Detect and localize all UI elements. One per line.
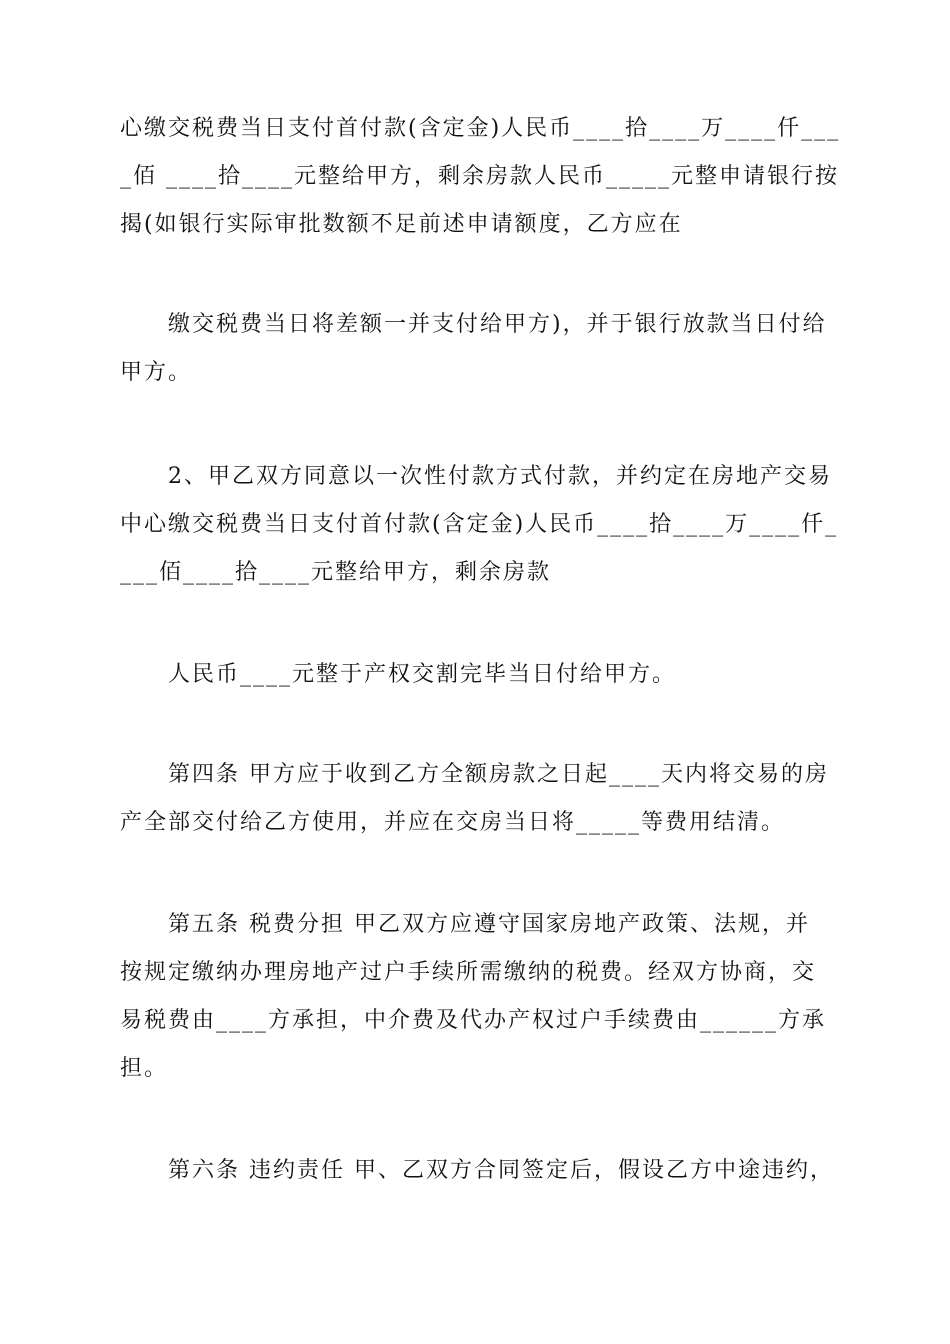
text-line: ___佰____拾____元整给甲方，剩余房款 [120, 560, 552, 585]
text-line: 甲方。 [120, 360, 193, 385]
text-line: 易税费由____方承担，中介费及代办产权过户手续费由______方承 [120, 1008, 827, 1033]
text-line: 产全部交付给乙方使用，并应在交房当日将_____等费用结清。 [120, 810, 786, 835]
text-line: 人民币____元整于产权交割完毕当日付给甲方。 [168, 662, 677, 687]
text-line: 第六条 违约责任 甲、乙双方合同签定后，假设乙方中途违约， [168, 1158, 834, 1183]
text-line: 担。 [120, 1056, 169, 1081]
text-line: 揭(如银行实际审批数额不足前述申请额度，乙方应在 [120, 212, 683, 237]
text-line: 心缴交税费当日支付首付款(含定金)人民币____拾____万____仟___ [120, 116, 841, 141]
text-line: _佰 ____拾____元整给甲方，剩余房款人民币_____元整申请银行按 [120, 164, 839, 189]
text-line: 中心缴交税费当日支付首付款(含定金)人民币____拾____万____仟_ [120, 512, 839, 537]
text-line: 按规定缴纳办理房地产过户手续所需缴纳的税费。经双方协商，交 [120, 960, 817, 985]
text-line: 第五条 税费分担 甲乙双方应遵守国家房地产政策、法规，并 [168, 912, 810, 937]
text-line: 缴交税费当日将差额一并支付给甲方)，并于银行放款当日付给 [168, 312, 827, 337]
text-line: 第四条 甲方应于收到乙方全额房款之日起____天内将交易的房 [168, 762, 829, 787]
text-line: 2、甲乙双方同意以一次性付款方式付款，并约定在房地产交易 [168, 464, 832, 489]
